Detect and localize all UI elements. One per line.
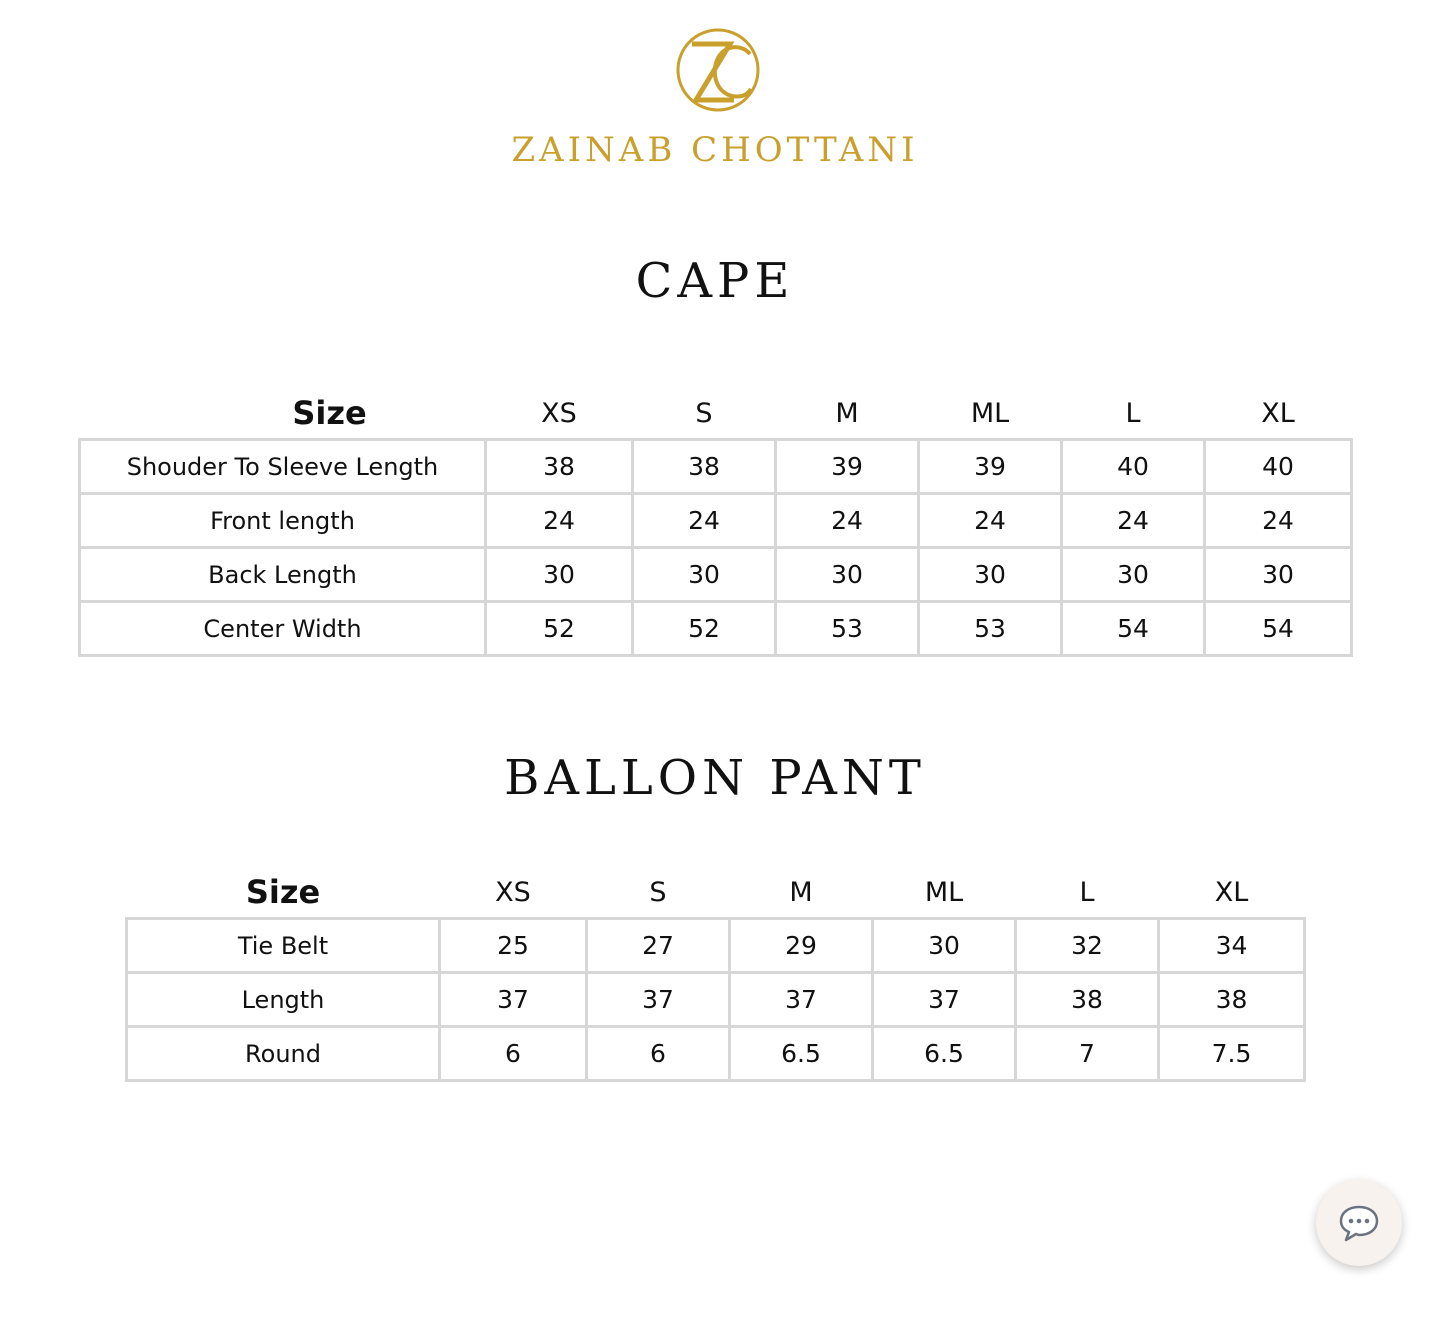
table-cell: 54	[1062, 602, 1205, 656]
ballon-pant-title: BALLON PANT	[504, 750, 926, 806]
table-row	[127, 973, 1305, 1027]
table-cell: 30	[1205, 548, 1352, 602]
table-row	[80, 440, 1352, 494]
table-cell: 6	[587, 1027, 730, 1081]
table-cell: 52	[486, 602, 633, 656]
table-row	[127, 1027, 1305, 1081]
table-cell: 53	[919, 602, 1062, 656]
size-header: XS	[541, 397, 577, 429]
table-cell: 29	[730, 919, 873, 973]
table-row	[80, 602, 1352, 656]
table-cell: 39	[776, 440, 919, 494]
table-cell: 54	[1205, 602, 1352, 656]
table-cell: 6.5	[873, 1027, 1016, 1081]
table-cell: 37	[587, 973, 730, 1027]
table-cell: 30	[1062, 548, 1205, 602]
zc-monogram-icon	[670, 26, 766, 116]
table-cell: 30	[776, 548, 919, 602]
size-header: XS	[495, 876, 531, 908]
table-cell: 39	[919, 440, 1062, 494]
row-label: Shouder To Sleeve Length	[80, 440, 486, 494]
table-cell: 24	[1062, 494, 1205, 548]
table-cell: 27	[587, 919, 730, 973]
size-header: ML	[924, 876, 964, 908]
size-label: Size	[245, 873, 321, 911]
table-cell: 38	[633, 440, 776, 494]
table-cell: 30	[919, 548, 1062, 602]
size-label: Size	[292, 394, 367, 432]
size-header: XL	[1261, 397, 1295, 429]
table-cell: 38	[486, 440, 633, 494]
table-cell: 6.5	[730, 1027, 873, 1081]
chat-bubble-icon	[1338, 1204, 1380, 1244]
table-cell: 24	[486, 494, 633, 548]
table-cell: 24	[919, 494, 1062, 548]
table-row	[80, 548, 1352, 602]
table-row	[127, 919, 1305, 973]
table-cell: 30	[873, 919, 1016, 973]
table-cell: 32	[1016, 919, 1159, 973]
row-label: Round	[127, 1027, 440, 1081]
cape-title: CAPE	[635, 253, 795, 309]
size-header: L	[1125, 397, 1141, 429]
table-cell: 6	[440, 1027, 587, 1081]
chat-widget-button[interactable]	[1316, 1180, 1402, 1266]
table-cell: 7.5	[1159, 1027, 1305, 1081]
row-label: Tie Belt	[127, 919, 440, 973]
size-header: XL	[1214, 876, 1249, 908]
row-label: Back Length	[80, 548, 486, 602]
table-cell: 37	[873, 973, 1016, 1027]
table-cell: 7	[1016, 1027, 1159, 1081]
table-header-row	[80, 388, 1352, 440]
table-cell: 34	[1159, 919, 1305, 973]
table-row	[80, 494, 1352, 548]
size-header: ML	[970, 397, 1010, 429]
table-cell: 37	[440, 973, 587, 1027]
table-cell: 52	[633, 602, 776, 656]
table-cell: 25	[440, 919, 587, 973]
table-cell: 38	[1159, 973, 1305, 1027]
table-cell: 24	[1205, 494, 1352, 548]
table-cell: 38	[1016, 973, 1159, 1027]
cape-size-table	[78, 388, 1353, 657]
table-cell: 40	[1205, 440, 1352, 494]
size-header: S	[695, 397, 713, 429]
size-header: M	[789, 876, 813, 908]
table-cell: 40	[1062, 440, 1205, 494]
table-cell: 37	[730, 973, 873, 1027]
table-cell: 53	[776, 602, 919, 656]
brand-name: ZAINAB CHOTTANI	[511, 130, 919, 170]
table-cell: 24	[776, 494, 919, 548]
table-header-row	[127, 867, 1305, 919]
table-cell: 24	[633, 494, 776, 548]
table-cell: 30	[486, 548, 633, 602]
row-label: Length	[127, 973, 440, 1027]
brand-logo	[670, 26, 766, 116]
size-header: M	[835, 397, 859, 429]
row-label: Center Width	[80, 602, 486, 656]
size-header: L	[1079, 876, 1095, 908]
ballon-pant-size-table	[125, 867, 1306, 1082]
row-label: Front length	[80, 494, 486, 548]
size-header: S	[649, 876, 667, 908]
table-cell: 30	[633, 548, 776, 602]
